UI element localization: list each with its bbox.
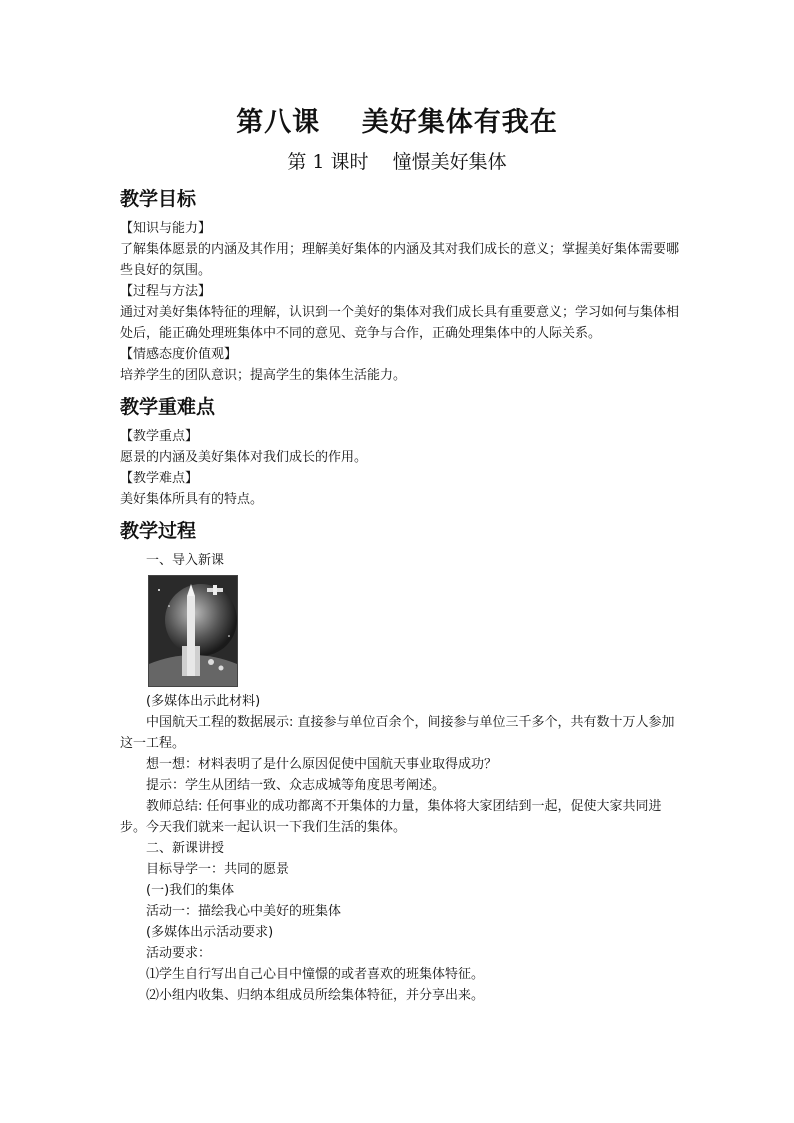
emotion-label: 【情感态度价值观】 <box>120 347 238 362</box>
focus-text: 愿景的内涵及美好集体对我们成长的作用。 <box>120 450 368 465</box>
knowledge-text: 了解集体愿景的内涵及其作用；理解美好集体的内涵及其对我们成长的意义；掌握美好集体需要哪些良好的氛围。 <box>120 242 680 278</box>
intro-paragraph-1: 中国航天工程的数据展示: 直接参与单位百余个，间接参与单位三千多个，共有数十万人参加这一工程。 <box>120 715 675 751</box>
intro-paragraph-3: 提示：学生从团结一致、众志成城等角度思考阐述。 <box>146 778 446 793</box>
difficulty-text: 美好集体所具有的特点。 <box>120 492 264 507</box>
objectives-heading: 教学目标 <box>120 188 197 210</box>
teaching-process-heading: 教学过程 <box>120 520 197 542</box>
document-body <box>120 184 680 1006</box>
knowledge-label: 【知识与能力】 <box>120 221 212 236</box>
requirement-2: ⑵小组内收集、归纳本组成员所绘集体特征，并分享出来。 <box>146 988 485 1003</box>
requirements-label: 活动要求： <box>146 946 212 961</box>
part1-heading: 一、导入新课 <box>146 553 225 568</box>
focus-label: 【教学重点】 <box>120 429 199 444</box>
intro-paragraph-4: 教师总结: 任何事业的成功都离不开集体的力量，集体将大家团结到一起，促使大家共同进步。今天我们就来一起认识一下我们生活的集体。 <box>120 799 662 835</box>
process-method-text: 通过对美好集体特征的理解，认识到一个美好的集体对我们成长具有重要意义；学习如何与集体相处后，能正确处理班集体中不同的意见、竞争与合作，正确处理集体中的人际关系。 <box>120 305 680 341</box>
activity-caption: (多媒体出示活动要求) <box>146 925 274 940</box>
key-points-heading: 教学重难点 <box>120 396 216 418</box>
activity-1: 活动一：描绘我心中美好的班集体 <box>146 904 342 919</box>
goal-1: 目标导学一：共同的愿景 <box>146 862 290 877</box>
intro-paragraph-2: 想一想：材料表明了是什么原因促使中国航天事业取得成功？ <box>146 757 498 772</box>
part2-heading: 二、新课讲授 <box>146 841 225 856</box>
process-method-label: 【过程与方法】 <box>120 284 212 299</box>
subsection-1: (一)我们的集体 <box>146 883 235 898</box>
requirement-1: ⑴学生自行写出自己心目中憧憬的或者喜欢的班集体特征。 <box>146 967 485 982</box>
lesson-title: 第八课 美好集体有我在 <box>236 107 558 138</box>
emotion-text: 培养学生的团队意识；提高学生的集体生活能力。 <box>120 368 407 383</box>
lesson-subtitle: 第 1 课时 憧憬美好集体 <box>287 151 507 173</box>
image-caption: (多媒体出示此材料) <box>146 694 261 709</box>
difficulty-label: 【教学难点】 <box>120 471 199 486</box>
space-rocket-image <box>148 575 238 687</box>
